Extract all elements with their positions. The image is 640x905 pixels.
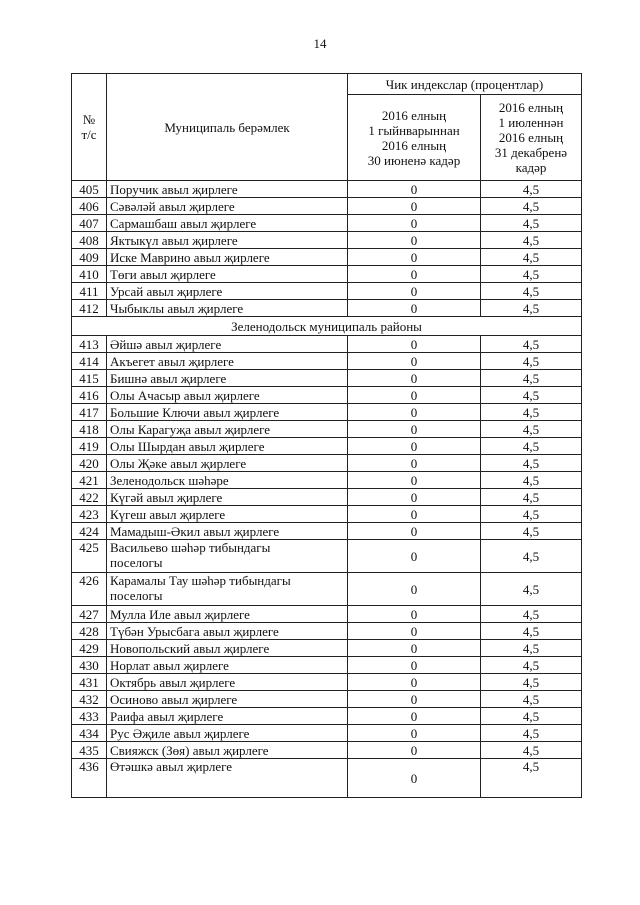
row-number: 435 [72, 742, 107, 759]
row-number: 411 [72, 283, 107, 300]
table-row [72, 438, 582, 455]
page-number: 14 [313, 36, 327, 51]
table-row [72, 657, 582, 674]
header-municipality: Муниципаль берәмлек [107, 74, 348, 181]
row-municipality: Мамадыш-Әкил авыл җирлеге [107, 523, 348, 540]
row-value-first-half: 0 [348, 421, 481, 438]
table-row [72, 336, 582, 353]
row-municipality: Олы Җәке авыл җирлеге [107, 455, 348, 472]
row-municipality: Бишнә авыл җирлеге [107, 370, 348, 387]
table-row [72, 249, 582, 266]
row-value-second-half: 4,5 [481, 249, 582, 266]
row-number: 428 [72, 623, 107, 640]
row-municipality: Раифа авыл җирлеге [107, 708, 348, 725]
row-municipality: Олы Ачасыр авыл җирлеге [107, 387, 348, 404]
row-value-second-half: 4,5 [481, 691, 582, 708]
row-municipality: Норлат авыл җирлеге [107, 657, 348, 674]
row-municipality: Свияжск (Зөя) авыл җирлеге [107, 742, 348, 759]
table-row [72, 181, 582, 198]
row-value-second-half: 4,5 [481, 472, 582, 489]
row-municipality: Октябрь авыл җирлеге [107, 674, 348, 691]
row-municipality: Иске Маврино авыл җирлеге [107, 249, 348, 266]
row-value-second-half: 4,5 [481, 336, 582, 353]
row-value-second-half: 4,5 [481, 523, 582, 540]
row-number: 407 [72, 215, 107, 232]
row-value-first-half: 0 [348, 573, 481, 606]
row-municipality: Акъегет авыл җирлеге [107, 353, 348, 370]
table-row [72, 421, 582, 438]
row-number: 410 [72, 266, 107, 283]
row-value-first-half: 0 [348, 540, 481, 573]
row-municipality: Сәвәләй авыл җирлеге [107, 198, 348, 215]
row-value-first-half: 0 [348, 674, 481, 691]
row-number: 436 [72, 759, 107, 798]
row-value-first-half: 0 [348, 438, 481, 455]
row-value-second-half: 4,5 [481, 489, 582, 506]
row-value-second-half: 4,5 [481, 623, 582, 640]
table-row [72, 455, 582, 472]
row-municipality: Олы Карагуҗа авыл җирлеге [107, 421, 348, 438]
row-number: 426 [72, 573, 107, 606]
row-number: 425 [72, 540, 107, 573]
row-value-second-half: 4,5 [481, 353, 582, 370]
row-value-second-half: 4,5 [481, 404, 582, 421]
row-number: 413 [72, 336, 107, 353]
table-row [72, 523, 582, 540]
row-value-first-half: 0 [348, 215, 481, 232]
row-value-first-half: 0 [348, 640, 481, 657]
row-value-second-half: 4,5 [481, 708, 582, 725]
row-municipality: Яктыкүл авыл җирлеге [107, 232, 348, 249]
row-number: 409 [72, 249, 107, 266]
header-second-half-2016: 2016 елның 1 июленнән 2016 елның 31 декабренә кадәр [481, 95, 582, 181]
table-row [72, 708, 582, 725]
row-number: 417 [72, 404, 107, 421]
row-number: 405 [72, 181, 107, 198]
table-row [72, 606, 582, 623]
row-number: 412 [72, 300, 107, 317]
row-number: 406 [72, 198, 107, 215]
row-value-first-half: 0 [348, 489, 481, 506]
table-row [72, 283, 582, 300]
table-row [72, 300, 582, 317]
row-municipality: Карамалы Тау шәһәр тибындагы поселогы [107, 573, 348, 606]
row-value-second-half: 4,5 [481, 506, 582, 523]
row-municipality: Осиново авыл җирлеге [107, 691, 348, 708]
row-value-first-half: 0 [348, 623, 481, 640]
row-municipality: Урсай авыл җирлеге [107, 283, 348, 300]
table-body [72, 181, 582, 798]
row-value-second-half: 4,5 [481, 421, 582, 438]
row-number: 418 [72, 421, 107, 438]
row-value-second-half: 4,5 [481, 387, 582, 404]
row-municipality: Поручик авыл җирлеге [107, 181, 348, 198]
table-row [72, 674, 582, 691]
row-municipality: Өтәшкә авыл җирлеге [107, 759, 348, 798]
table-row [72, 691, 582, 708]
row-value-first-half: 0 [348, 657, 481, 674]
row-number: 432 [72, 691, 107, 708]
table-row [72, 198, 582, 215]
row-value-first-half: 0 [348, 404, 481, 421]
row-value-second-half: 4,5 [481, 725, 582, 742]
row-value-first-half: 0 [348, 232, 481, 249]
row-value-first-half: 0 [348, 523, 481, 540]
row-number: 433 [72, 708, 107, 725]
row-value-first-half: 0 [348, 759, 481, 798]
row-value-first-half: 0 [348, 606, 481, 623]
row-number: 422 [72, 489, 107, 506]
row-value-second-half: 4,5 [481, 455, 582, 472]
row-number: 414 [72, 353, 107, 370]
row-municipality: Күгәй авыл җирлеге [107, 489, 348, 506]
row-number: 430 [72, 657, 107, 674]
header-number: № т/с [72, 74, 107, 181]
table-row [72, 573, 582, 606]
table-row [72, 489, 582, 506]
row-value-first-half: 0 [348, 336, 481, 353]
row-municipality: Рус Әҗиле авыл җирлеге [107, 725, 348, 742]
row-number: 408 [72, 232, 107, 249]
table-row [72, 623, 582, 640]
row-municipality: Новопольский авыл җирлеге [107, 640, 348, 657]
table-row [72, 215, 582, 232]
row-value-second-half: 4,5 [481, 438, 582, 455]
row-value-second-half: 4,5 [481, 540, 582, 573]
row-number: 420 [72, 455, 107, 472]
row-value-first-half: 0 [348, 725, 481, 742]
row-value-second-half: 4,5 [481, 606, 582, 623]
row-value-second-half: 4,5 [481, 300, 582, 317]
row-municipality: Олы Шырдан авыл җирлеге [107, 438, 348, 455]
row-number: 431 [72, 674, 107, 691]
row-value-first-half: 0 [348, 249, 481, 266]
table-header [72, 74, 582, 181]
row-value-second-half: 4,5 [481, 370, 582, 387]
row-number: 429 [72, 640, 107, 657]
section-row [72, 317, 582, 336]
row-value-first-half: 0 [348, 506, 481, 523]
row-value-first-half: 0 [348, 266, 481, 283]
row-value-second-half: 4,5 [481, 742, 582, 759]
table-row [72, 353, 582, 370]
row-value-second-half: 4,5 [481, 181, 582, 198]
table-row [72, 472, 582, 489]
table-row [72, 640, 582, 657]
row-value-first-half: 0 [348, 198, 481, 215]
row-value-second-half: 4,5 [481, 657, 582, 674]
row-number: 421 [72, 472, 107, 489]
row-municipality: Большие Ключи авыл җирлеге [107, 404, 348, 421]
row-municipality: Төги авыл җирлеге [107, 266, 348, 283]
row-value-first-half: 0 [348, 387, 481, 404]
row-value-second-half: 4,5 [481, 759, 582, 798]
row-number: 434 [72, 725, 107, 742]
table-row [72, 540, 582, 573]
row-value-first-half: 0 [348, 455, 481, 472]
table-row [72, 506, 582, 523]
table-row [72, 725, 582, 742]
table-row [72, 742, 582, 759]
row-municipality: Мулла Иле авыл җирлеге [107, 606, 348, 623]
row-value-first-half: 0 [348, 353, 481, 370]
row-value-first-half: 0 [348, 708, 481, 725]
row-municipality: Әйшә авыл җирлеге [107, 336, 348, 353]
row-number: 419 [72, 438, 107, 455]
row-number: 416 [72, 387, 107, 404]
row-number: 427 [72, 606, 107, 623]
row-value-second-half: 4,5 [481, 266, 582, 283]
row-value-first-half: 0 [348, 181, 481, 198]
table-row [72, 404, 582, 421]
table-row [72, 370, 582, 387]
table-row [72, 387, 582, 404]
row-value-second-half: 4,5 [481, 215, 582, 232]
header-first-half-2016: 2016 елның 1 гыйнварыннан 2016 елның 30 июненә кадәр [348, 95, 481, 181]
table-row [72, 232, 582, 249]
row-value-first-half: 0 [348, 370, 481, 387]
table-row [72, 266, 582, 283]
section-title: Зеленодольск муниципаль районы [72, 317, 582, 336]
header-limit-indices: Чик индекслар (процентлар) [348, 74, 582, 95]
row-municipality: Күгеш авыл җирлеге [107, 506, 348, 523]
row-value-second-half: 4,5 [481, 232, 582, 249]
row-value-second-half: 4,5 [481, 640, 582, 657]
row-municipality: Чыбыклы авыл җирлеге [107, 300, 348, 317]
row-value-first-half: 0 [348, 742, 481, 759]
row-number: 415 [72, 370, 107, 387]
row-value-second-half: 4,5 [481, 573, 582, 606]
row-municipality: Зеленодольск шәһәре [107, 472, 348, 489]
row-value-first-half: 0 [348, 283, 481, 300]
row-value-second-half: 4,5 [481, 674, 582, 691]
row-value-second-half: 4,5 [481, 283, 582, 300]
row-value-second-half: 4,5 [481, 198, 582, 215]
row-municipality: Васильево шәһәр тибындагы поселогы [107, 540, 348, 573]
row-value-first-half: 0 [348, 691, 481, 708]
row-number: 423 [72, 506, 107, 523]
row-municipality: Түбән Урысбага авыл җирлеге [107, 623, 348, 640]
row-value-first-half: 0 [348, 300, 481, 317]
row-number: 424 [72, 523, 107, 540]
table-row [72, 759, 582, 798]
indices-table [71, 73, 582, 798]
row-value-first-half: 0 [348, 472, 481, 489]
row-municipality: Сармашбаш авыл җирлеге [107, 215, 348, 232]
